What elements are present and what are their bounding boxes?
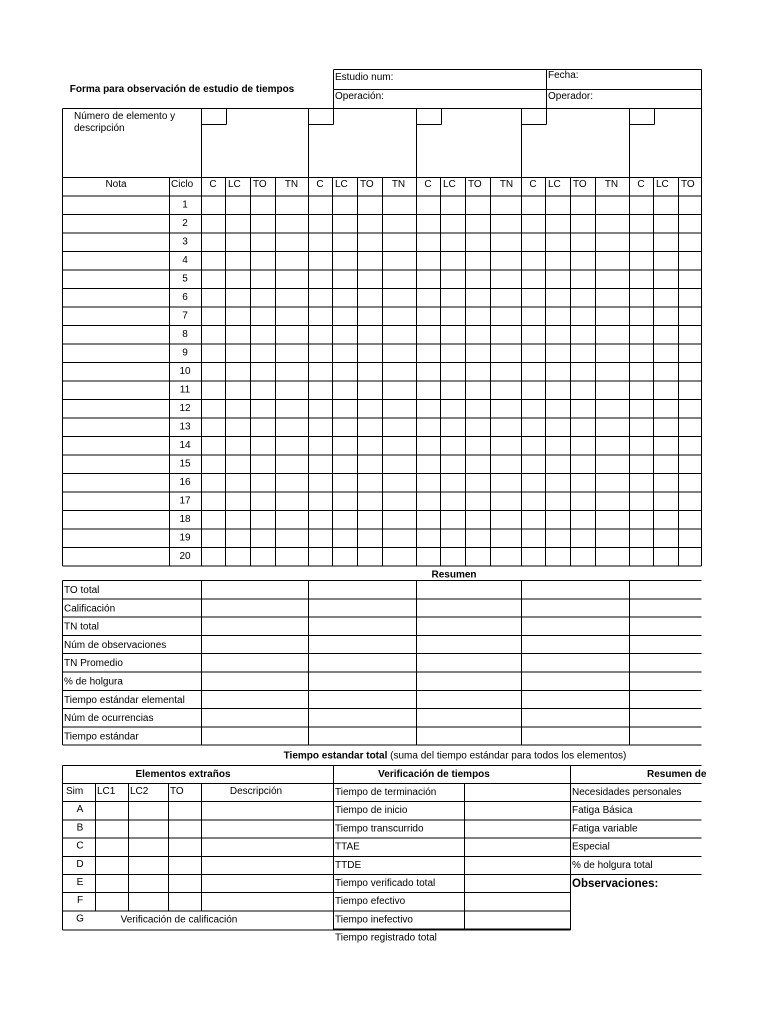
nota-header: Nota bbox=[105, 179, 127, 190]
verification-row-3: TTAE bbox=[335, 841, 360, 853]
extraneous-row-C: C bbox=[76, 840, 84, 852]
col-tn-g1: TN bbox=[284, 179, 299, 190]
col-to-g2: TO bbox=[360, 179, 374, 190]
col-tn-g2: TN bbox=[391, 179, 406, 190]
extraneous-row-D: D bbox=[76, 858, 84, 870]
cycle-number-2: 2 bbox=[182, 218, 188, 229]
col-c-g3: C bbox=[424, 179, 432, 190]
verification-row-6: Tiempo efectivo bbox=[335, 896, 406, 908]
cycle-number-5: 5 bbox=[182, 273, 188, 285]
element-desc-label-2: descripción bbox=[74, 123, 125, 134]
observations-label: Observaciones: bbox=[572, 878, 659, 890]
ciclo-header: Ciclo bbox=[171, 179, 194, 190]
col-c-g1: C bbox=[209, 179, 217, 190]
col-lc-g3: LC bbox=[443, 179, 456, 190]
verification-row-4: TTDE bbox=[335, 859, 362, 871]
verification-row-1: Tiempo de inicio bbox=[335, 805, 408, 817]
cycle-number-6: 6 bbox=[182, 292, 188, 303]
extraneous-title: Elementos extraños bbox=[135, 769, 231, 780]
verification-row-8: Tiempo registrado total bbox=[335, 932, 437, 944]
cycle-number-1: 1 bbox=[182, 199, 188, 211]
cycle-number-10: 10 bbox=[179, 366, 191, 377]
col-lc-g2: LC bbox=[335, 179, 348, 190]
cycle-number-7: 7 bbox=[182, 310, 188, 322]
extraneous-header-0: Sim bbox=[66, 786, 84, 797]
cycle-number-13: 13 bbox=[179, 421, 191, 433]
cycle-number-15: 15 bbox=[179, 458, 191, 470]
element-desc-label-1: Número de elemento y bbox=[74, 111, 176, 122]
allowance-row-0: Necesidades personales bbox=[572, 787, 682, 798]
col-tn-g4: TN bbox=[604, 179, 619, 190]
summary-row-label-8: Tiempo estándar bbox=[64, 731, 139, 743]
total-time-bold: Tiempo estandar total bbox=[283, 750, 388, 762]
col-c-g4: C bbox=[529, 179, 537, 190]
cycle-number-17: 17 bbox=[179, 495, 191, 507]
summary-row-label-5: % de holgura bbox=[64, 676, 123, 688]
col-to-g4: TO bbox=[573, 179, 587, 190]
cycle-number-12: 12 bbox=[179, 403, 191, 414]
verification-row-0: Tiempo de terminación bbox=[335, 787, 437, 798]
total-time-note: (suma del tiempo estándar para todos los elementos) bbox=[387, 750, 627, 762]
summary-row-label-0: TO total bbox=[64, 585, 100, 596]
col-to-g5: TO bbox=[681, 179, 695, 190]
cycle-number-14: 14 bbox=[179, 440, 191, 451]
cycle-number-8: 8 bbox=[182, 329, 188, 340]
cycle-number-18: 18 bbox=[179, 514, 191, 525]
summary-row-label-6: Tiempo estándar elemental bbox=[64, 694, 185, 706]
col-c-g2: C bbox=[316, 179, 324, 190]
col-c-g5: C bbox=[637, 179, 645, 190]
allowance-row-3: Especial bbox=[572, 841, 610, 853]
extraneous-row-F: F bbox=[76, 895, 84, 907]
extraneous-row-G: G bbox=[76, 913, 84, 925]
total-time-label bbox=[284, 751, 627, 762]
extraneous-row-A: A bbox=[76, 804, 84, 816]
cycle-number-9: 9 bbox=[182, 347, 188, 359]
col-lc-g4: LC bbox=[548, 179, 561, 190]
verification-title: Verificación de tiempos bbox=[378, 769, 490, 780]
summary-row-label-2: TN total bbox=[64, 621, 100, 633]
extraneous-header-3: TO bbox=[170, 786, 184, 797]
cycle-number-16: 16 bbox=[179, 477, 191, 488]
cycle-number-19: 19 bbox=[179, 532, 191, 544]
rating-check-label: Verificación de calificación bbox=[120, 914, 238, 926]
extraneous-header-4: Descripción bbox=[229, 786, 283, 797]
summary-row-label-3: Núm de observaciones bbox=[64, 639, 167, 651]
allowance-row-4: % de holgura total bbox=[572, 859, 653, 871]
cycle-number-3: 3 bbox=[182, 236, 188, 248]
extraneous-row-B: B bbox=[76, 822, 84, 834]
summary-row-label-1: Calificación bbox=[64, 603, 116, 615]
col-to-g1: TO bbox=[253, 179, 267, 190]
summary-row-label-4: TN Promedio bbox=[64, 658, 123, 670]
extraneous-header-1: LC1 bbox=[97, 786, 116, 797]
operacion-label: Operación: bbox=[335, 91, 384, 102]
cycle-number-4: 4 bbox=[182, 255, 188, 266]
allowance-title: Resumen de bbox=[647, 769, 707, 780]
verification-row-5: Tiempo verificado total bbox=[335, 878, 436, 889]
extraneous-header-2: LC2 bbox=[130, 786, 149, 797]
cycle-number-20: 20 bbox=[179, 551, 191, 562]
col-lc-g5: LC bbox=[656, 179, 669, 190]
verification-row-2: Tiempo transcurrido bbox=[335, 823, 424, 835]
extraneous-row-E: E bbox=[76, 877, 84, 888]
form-title: Forma para observación de estudio de tiempos bbox=[69, 84, 295, 95]
allowance-row-1: Fatiga Básica bbox=[572, 805, 633, 817]
allowance-row-2: Fatiga variable bbox=[572, 823, 638, 835]
estudio-label: Estudio num: bbox=[335, 72, 394, 83]
operador-label: Operador: bbox=[548, 91, 594, 102]
summary-title: Resumen bbox=[431, 569, 477, 581]
cycle-number-11: 11 bbox=[179, 384, 191, 396]
summary-row-label-7: Núm de ocurrencias bbox=[64, 713, 154, 725]
verification-row-7: Tiempo inefectivo bbox=[335, 914, 413, 926]
col-lc-g1: LC bbox=[228, 179, 241, 190]
col-tn-g3: TN bbox=[499, 179, 514, 190]
fecha-label: Fecha: bbox=[548, 70, 579, 81]
col-to-g3: TO bbox=[468, 179, 482, 190]
